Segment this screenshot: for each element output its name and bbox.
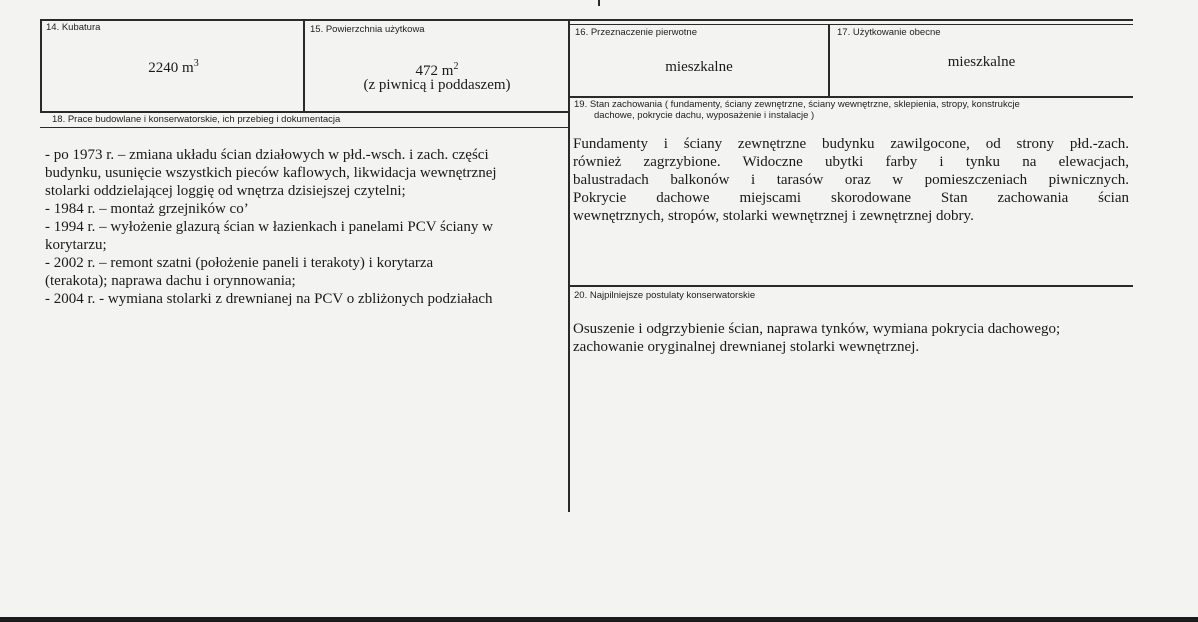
f18-line: - 2004 r. - wymiana stolarki z drewnianej na PCV o zbliżonych podziałach bbox=[45, 291, 493, 307]
f15-label: 15. Powierzchnia użytkowa bbox=[310, 24, 425, 35]
f18-content bbox=[45, 146, 565, 308]
f14-unit: m bbox=[182, 60, 194, 76]
left-border-row1 bbox=[40, 19, 42, 112]
f15-number: 472 bbox=[415, 63, 439, 79]
f19-line: Fundamenty i ściany zewnętrzne budynku zawilgocone, od strony płd.-zach. bbox=[573, 136, 1129, 152]
f19-line: wewnętrznych, stropów, stolarki wewnętrznej i zewnętrznej dobry. bbox=[573, 208, 974, 224]
f18-label: 18. Prace budowlane i konserwatorskie, ich przebieg i dokumentacja bbox=[52, 114, 341, 125]
f15-unit-exp: 2 bbox=[453, 61, 459, 72]
f20-line: Osuszenie i odgrzybienie ścian, naprawa tynków, wymiana pokrycia dachowego; bbox=[573, 321, 1061, 337]
row1-bottom-right bbox=[568, 96, 1133, 98]
f19-line: również zagrzybione. Widoczne ubytki farby i tynku na elewacjach, bbox=[573, 154, 1129, 170]
f16-label: 16. Przeznaczenie pierwotne bbox=[575, 27, 697, 38]
f15-unit: m bbox=[441, 63, 454, 79]
divider-14-15 bbox=[303, 19, 305, 112]
row-top-rule bbox=[40, 19, 1133, 21]
f19-content bbox=[573, 135, 1129, 225]
f18-line: (terakota); naprawa dachu i orynnowania; bbox=[45, 273, 296, 289]
f19-f20-separator bbox=[568, 285, 1133, 287]
f18-line: - 1994 r. – wyłożenie glazurą ścian w łazienkach i panelami PCV ściany w bbox=[45, 219, 493, 235]
f20-content bbox=[573, 320, 1133, 356]
f19-line: Pokrycie dachowe miejscami skorodowane Stan zachowania ścian bbox=[573, 190, 1129, 206]
f18-line: budynku, usunięcie wszystkich pieców kaflowych, likwidacja wewnętrznej bbox=[45, 165, 497, 181]
f15-note: (z piwnicą i poddaszem) bbox=[363, 77, 511, 93]
f20-label: 20. Najpilniejsze postulaty konserwatorskie bbox=[574, 290, 756, 301]
f18-header-rule bbox=[40, 127, 568, 128]
f14-number: 2240 bbox=[148, 60, 179, 76]
f18-line: stolarki oddzielającej loggię od wnętrza dzisiejszej czytelni; bbox=[45, 183, 406, 199]
f17-value: mieszkalne bbox=[947, 54, 1016, 70]
f14-value bbox=[44, 55, 303, 77]
f18-line: - 2002 r. – remont szatni (położenie paneli i terakoty) i korytarza bbox=[45, 255, 434, 271]
f20-line: zachowanie oryginalnej drewnianej stolarki wewnętrznej. bbox=[573, 339, 920, 355]
f14-label: 14. Kubatura bbox=[46, 22, 101, 33]
f18-line: korytarzu; bbox=[45, 237, 107, 253]
f14-unit-exp: 3 bbox=[193, 58, 199, 69]
f19-label-cont: dachowe, pokrycie dachu, wyposażenie i instalacje ) bbox=[594, 110, 815, 121]
scan-bottom-edge bbox=[0, 617, 1198, 622]
row1-bottom-left bbox=[40, 111, 568, 113]
top-tick bbox=[598, 0, 600, 6]
f18-line: - 1984 r. – montaż grzejników co’ bbox=[45, 201, 249, 217]
center-divider bbox=[568, 19, 570, 512]
f16-value: mieszkalne bbox=[665, 59, 733, 75]
f19-line: balustradach balkonów i tarasów oraz w pomieszczeniach piwnicznych. bbox=[573, 172, 1129, 188]
f19-label: 19. Stan zachowania ( fundamenty, ściany zewnętrzne, ściany wewnętrzne, sklepienia, stropy, konstrukcje bbox=[574, 99, 1020, 110]
f18-line: - po 1973 r. – zmiana układu ścian działowych w płd.-wsch. i zach. części bbox=[45, 147, 489, 163]
row-top-rule-right bbox=[568, 24, 1133, 25]
f17-label: 17. Użytkowanie obecne bbox=[837, 27, 941, 38]
